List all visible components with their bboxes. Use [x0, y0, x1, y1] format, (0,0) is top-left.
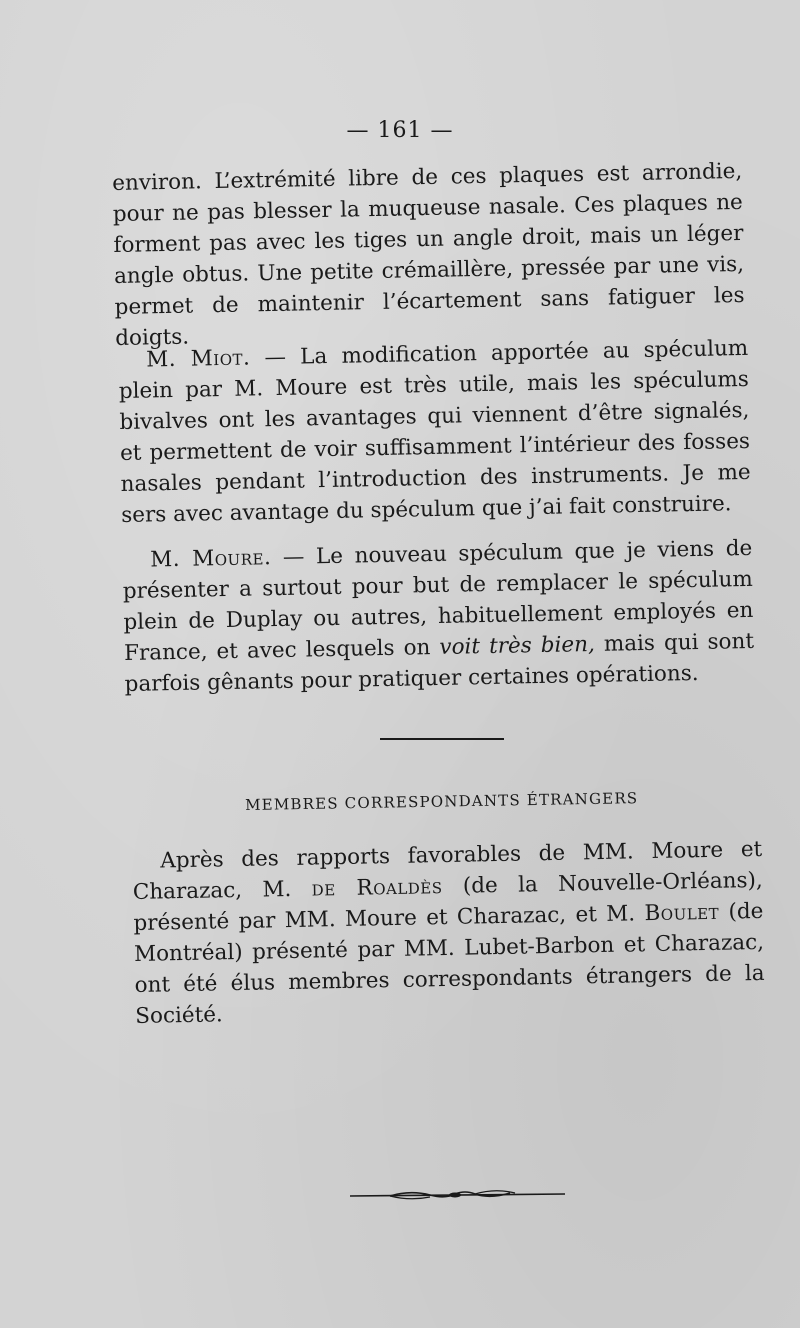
end-ornament-icon	[350, 1184, 565, 1208]
paragraph-text: — La modification apportée au spéculum plein par M. Moure est très utile, mais les spéculums bivalves ont les avantages qui viennent d’être signalés, et permettent de voir suffisamment l’intérieur des fosses nasales pendant l’introduction des instruments. Je me sers avec avantage du spéculum que j’ai fait construire.	[118, 335, 751, 528]
paragraph-continuation	[112, 156, 745, 354]
member-name: de Roaldès	[311, 874, 443, 902]
speaker-name: M. Moure.	[150, 545, 272, 573]
paragraph-miot	[118, 333, 751, 531]
italic-phrase: voit très bien,	[439, 631, 596, 660]
paragraph-text: — Le nouveau spéculum que je viens de présenter a surtout pour but de remplacer le spéculum plein de Duplay ou autres, habituellement employés en France, et avec lesquels on	[122, 535, 754, 666]
paragraph-members	[132, 834, 765, 1032]
paragraph-text: (de la Nouvelle-Orléans), présenté par MM. Moure et Charazac, et M.	[133, 867, 764, 936]
section-divider	[380, 738, 504, 740]
paragraph-text: mais qui sont parfois gênants pour pratiquer certaines opérations.	[124, 628, 755, 697]
paragraph-text: Après des rapports favorables de MM. Moure et Charazac, M.	[132, 836, 763, 905]
speaker-name: M. Miot.	[146, 345, 251, 373]
paragraph-text: (de Montréal) présenté par MM. Lubet-Barbon et Charazac, ont été élus membres correspondants étrangers de la Société.	[133, 898, 765, 1029]
paragraph-moure	[122, 533, 755, 700]
page-number: — 161 —	[346, 118, 454, 143]
section-heading: MEMBRES CORRESPONDANTS ÉTRANGERS	[245, 789, 639, 814]
member-name: Boulet	[644, 899, 720, 927]
paragraph-text: environ. L’extrémité libre de ces plaques est arrondie, pour ne pas blesser la muqueuse nasale. Ces plaques ne forment pas avec les tiges un angle droit, mais un léger angle obtus. Une petite crémaillère, pressée par une vis, permet de maintenir l’écartement sans fatiguer les doigts.	[112, 158, 745, 351]
